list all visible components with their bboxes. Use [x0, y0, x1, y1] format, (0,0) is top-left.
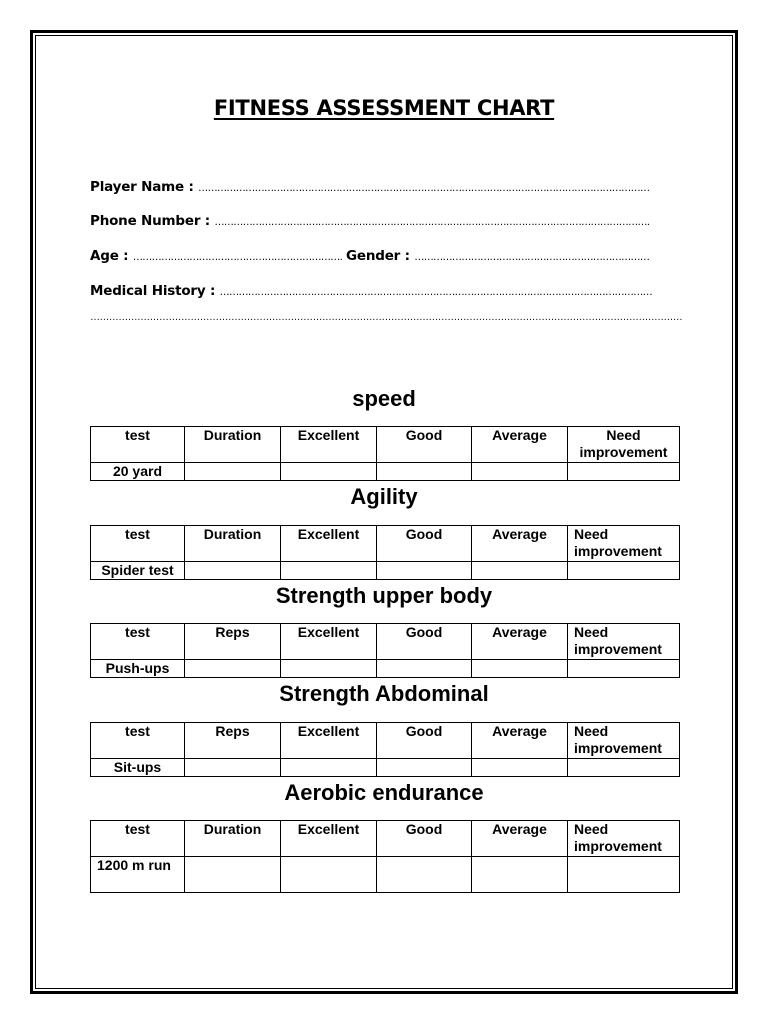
phone-number-label: Phone Number : [90, 213, 210, 229]
cell-need-improvement[interactable] [568, 857, 680, 893]
strength-abdominal-table [90, 722, 680, 777]
header-need-improvement: Need improvement [568, 624, 680, 660]
header-excellent: Excellent [281, 821, 377, 857]
header-good: Good [377, 526, 472, 562]
strength-upper-body-table [90, 623, 680, 678]
header-need-improvement: Need improvement [568, 723, 680, 759]
medical-history-extra-line[interactable]: ……………………………………………………………………………………………………………………………………………………………………… [90, 312, 683, 323]
age-dots: …………………………………………………………. [132, 252, 343, 263]
header-test: test [91, 526, 185, 562]
cell-average[interactable] [472, 660, 568, 678]
header-average: Average [472, 427, 568, 463]
cell-duration[interactable] [185, 857, 281, 893]
row-test-name: Push-ups [91, 660, 185, 678]
cell-average[interactable] [472, 463, 568, 481]
header-average: Average [472, 526, 568, 562]
gender-dots: ………………………………………………………………… [414, 252, 650, 263]
cell-excellent[interactable] [281, 660, 377, 678]
header-good: Good [377, 427, 472, 463]
cell-good[interactable] [377, 660, 472, 678]
player-name-label: Player Name : [90, 179, 194, 195]
cell-reps[interactable] [185, 660, 281, 678]
aerobic-endurance-table [90, 820, 680, 893]
cell-excellent[interactable] [281, 463, 377, 481]
player-name-field[interactable] [90, 179, 650, 195]
age-field[interactable] [90, 248, 343, 264]
row-test-name: 1200 m run [91, 857, 185, 893]
cell-need-improvement[interactable] [568, 463, 680, 481]
cell-excellent[interactable] [281, 759, 377, 777]
section-title-agility: Agility [350, 484, 418, 509]
header-test: test [91, 427, 185, 463]
cell-need-improvement[interactable] [568, 562, 680, 580]
header-duration: Duration [185, 427, 281, 463]
agility-table [90, 525, 680, 580]
cell-reps[interactable] [185, 759, 281, 777]
header-need-improvement: Need improvement [568, 526, 680, 562]
header-test: test [91, 723, 185, 759]
row-test-name: 20 yard [91, 463, 185, 481]
header-excellent: Excellent [281, 427, 377, 463]
section-title-speed: speed [352, 386, 416, 411]
player-name-dots: ……………………………………………………………………………………………………………………………… [198, 183, 650, 194]
header-good: Good [377, 723, 472, 759]
header-excellent: Excellent [281, 723, 377, 759]
header-duration: Duration [185, 821, 281, 857]
row-test-name: Spider test [91, 562, 185, 580]
header-need-improvement: Need improvement [568, 427, 680, 463]
medical-history-dots: ………………………………………………………………………………………………………………………… [219, 287, 653, 298]
cell-good[interactable] [377, 562, 472, 580]
section-title-strength-upper-body: Strength upper body [275, 583, 493, 608]
header-good: Good [377, 821, 472, 857]
cell-excellent[interactable] [281, 857, 377, 893]
header-reps: Reps [185, 723, 281, 759]
section-title-aerobic-endurance: Aerobic endurance [284, 780, 484, 805]
gender-label: Gender : [346, 248, 410, 264]
age-label: Age : [90, 248, 129, 264]
row-test-name: Sit-ups [91, 759, 185, 777]
cell-good[interactable] [377, 759, 472, 777]
cell-average[interactable] [472, 562, 568, 580]
header-average: Average [472, 821, 568, 857]
header-test: test [91, 624, 185, 660]
gender-field[interactable] [346, 248, 650, 264]
header-average: Average [472, 624, 568, 660]
header-good: Good [377, 624, 472, 660]
speed-table [90, 426, 680, 481]
cell-duration[interactable] [185, 463, 281, 481]
header-excellent: Excellent [281, 624, 377, 660]
cell-average[interactable] [472, 857, 568, 893]
page-title: FITNESS ASSESSMENT CHART [213, 96, 555, 120]
header-duration: Duration [185, 526, 281, 562]
cell-need-improvement[interactable] [568, 759, 680, 777]
header-need-improvement: Need improvement [568, 821, 680, 857]
cell-need-improvement[interactable] [568, 660, 680, 678]
medical-history-label: Medical History : [90, 283, 216, 299]
phone-number-dots: …………………………………………………………………………………………………………………………. [214, 217, 650, 228]
phone-number-field[interactable] [90, 213, 650, 229]
cell-duration[interactable] [185, 562, 281, 580]
cell-excellent[interactable] [281, 562, 377, 580]
header-average: Average [472, 723, 568, 759]
cell-average[interactable] [472, 759, 568, 777]
cell-good[interactable] [377, 463, 472, 481]
header-reps: Reps [185, 624, 281, 660]
cell-good[interactable] [377, 857, 472, 893]
medical-history-field[interactable] [90, 283, 653, 299]
header-test: test [91, 821, 185, 857]
section-title-strength-abdominal: Strength Abdominal [279, 681, 489, 706]
header-excellent: Excellent [281, 526, 377, 562]
